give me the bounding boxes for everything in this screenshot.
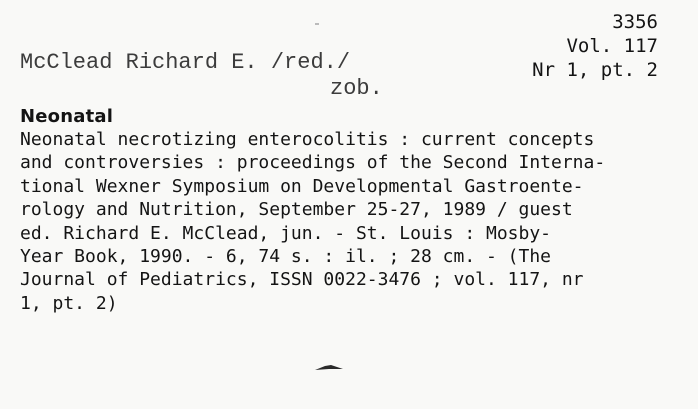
- description-line: tional Wexner Symposium on Developmental Gastroente-: [20, 175, 584, 197]
- description-line: 1, pt. 2): [20, 292, 118, 314]
- speck: [315, 23, 319, 25]
- volume-label: Vol. 117: [566, 35, 658, 57]
- description-line: Journal of Pediatrics, ISSN 0022-3476 ; vol. 117, nr: [20, 269, 584, 291]
- description-line: ed. Richard E. McClead, jun. - St. Louis : Mosby-: [20, 222, 552, 244]
- editor-role: zob.: [330, 76, 383, 101]
- description-line: and controversies : proceedings of the Second Interna-: [20, 152, 606, 174]
- card-reference: [532, 10, 658, 82]
- catalog-number: 3356: [612, 11, 658, 33]
- editor-name: McClead Richard E. /red./: [20, 50, 351, 75]
- description-line: Year Book, 1990. - 6, 74 s. : il. ; 28 cm. - (The: [20, 246, 552, 268]
- subject-heading: Neonatal: [20, 106, 114, 127]
- bibliographic-description: [20, 128, 680, 315]
- issue-label: Nr 1, pt. 2: [532, 59, 658, 81]
- ink-mark: [315, 364, 343, 372]
- description-line: Neonatal necrotizing enterocolitis : current concepts: [20, 129, 595, 150]
- description-line: rology and Nutrition, September 25-27, 1989 / guest: [20, 199, 573, 221]
